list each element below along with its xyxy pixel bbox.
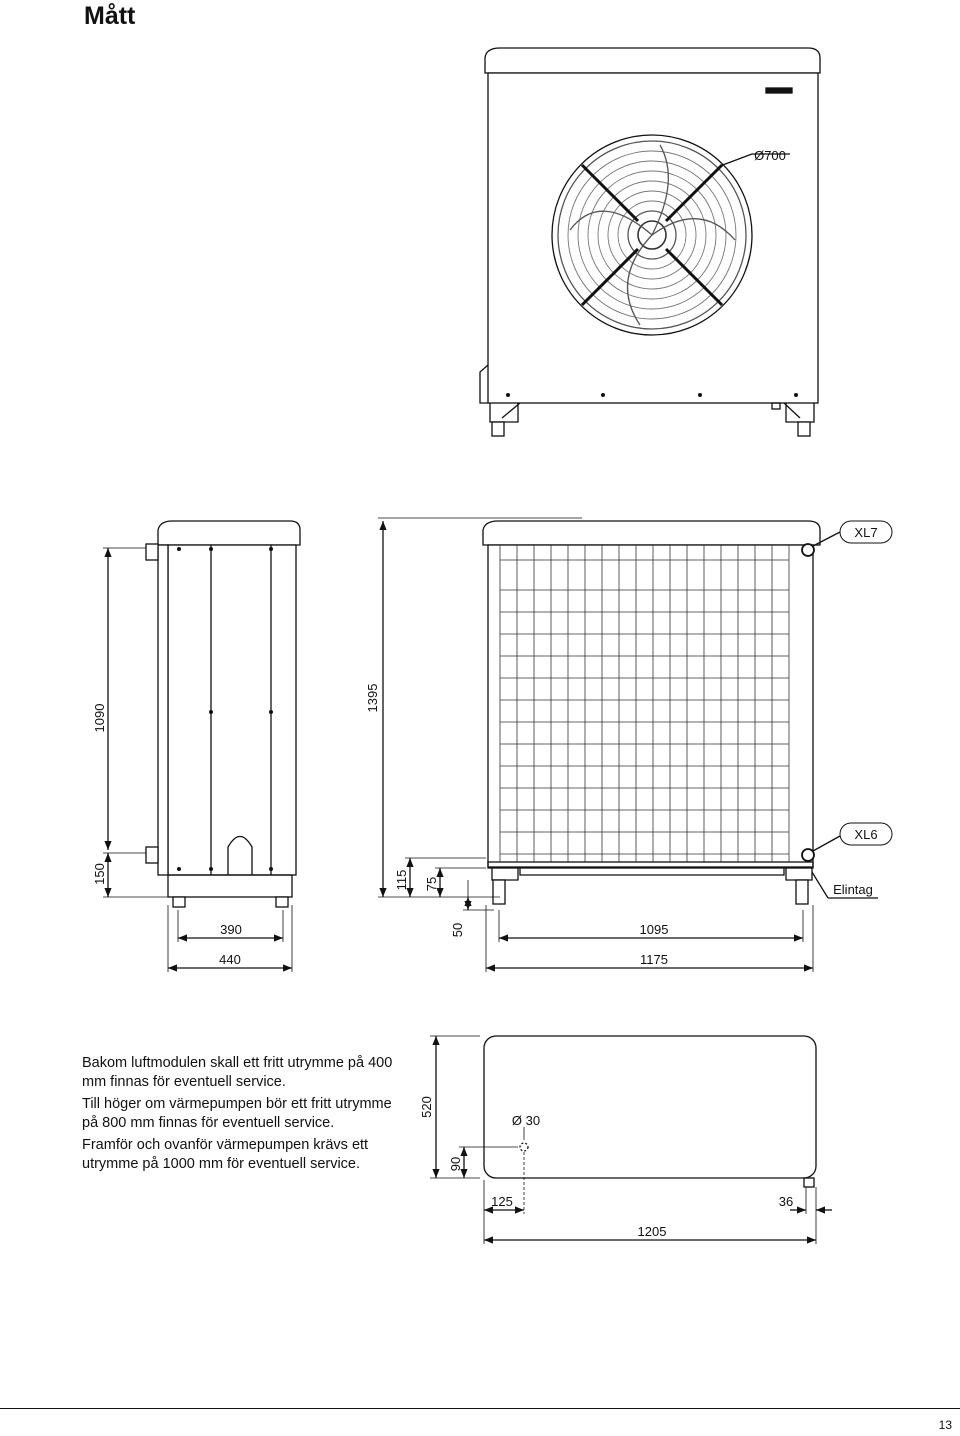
- rear-clearance-label: 75: [424, 876, 439, 892]
- side-top-cover: [158, 521, 300, 545]
- fan-diameter-label: Ø700: [754, 148, 786, 163]
- rear-cabinet: [488, 545, 813, 867]
- side-view: [103, 521, 300, 972]
- top-drain-edge-label: 125: [491, 1194, 513, 1209]
- top-connection-edge-label: 36: [778, 1194, 794, 1209]
- note-right-space: Till höger om värmepumpen bör ett fritt utrymme på 800 mm finnas för eventuell service.: [82, 1096, 392, 1131]
- rear-total-height-label: 1395: [365, 683, 380, 713]
- top-width-label: 1205: [637, 1224, 667, 1239]
- rear-width-label: 1175: [640, 952, 668, 967]
- callout-xl7: [840, 521, 892, 543]
- rear-top-cover: [483, 521, 820, 545]
- xl7-label: XL7: [854, 525, 878, 540]
- side-pipe-bottom: [146, 847, 158, 863]
- top-outline: [484, 1036, 816, 1178]
- elintag-label: Elintag: [833, 882, 873, 897]
- front-side-cutout: [480, 365, 488, 403]
- brand-label: [766, 88, 792, 93]
- side-depth-label: 440: [219, 952, 241, 967]
- footer-rule: [0, 1408, 960, 1409]
- side-foot-left: [173, 897, 185, 907]
- xl7-connection: [802, 544, 814, 556]
- page-title: Mått: [84, 2, 136, 30]
- front-foot-left: [492, 422, 504, 436]
- rear-foot-label: 50: [450, 922, 465, 938]
- side-height-label: 1090: [92, 703, 107, 733]
- front-view: [480, 48, 820, 436]
- side-cabinet: [168, 545, 296, 875]
- side-foot-spacing-label: 390: [220, 922, 242, 937]
- drain-diameter-label: Ø 30: [511, 1113, 541, 1128]
- service-space-notes: [82, 1054, 402, 1177]
- rear-foot-right: [796, 880, 808, 904]
- side-foot-right: [276, 897, 288, 907]
- xl6-connection: [802, 849, 814, 861]
- callout-xl6: [840, 823, 892, 845]
- note-rear-space: Bakom luftmodulen skall ett fritt utrymme på 400 mm finnas för eventuell service.: [82, 1055, 393, 1090]
- side-pipe-top: [146, 544, 158, 560]
- side-bottom-connection-label: 150: [92, 863, 107, 885]
- page-number: 13: [938, 1418, 952, 1432]
- rear-foot-left: [493, 880, 505, 904]
- top-drain-offset-label: 90: [448, 1156, 463, 1172]
- rear-base-label: 115: [394, 869, 409, 891]
- rear-foot-spacing-label: 1095: [639, 922, 669, 937]
- xl6-label: XL6: [854, 827, 878, 842]
- front-base: [490, 403, 814, 422]
- note-front-top-space: Framför och ovanför värmepumpen krävs ett utrymme på 1000 mm för eventuell service.: [82, 1137, 369, 1172]
- top-view: [430, 1036, 832, 1244]
- front-top-cover: [485, 48, 820, 73]
- rear-view: [378, 518, 878, 972]
- front-foot-right: [798, 422, 810, 436]
- top-depth-label: 520: [419, 1096, 434, 1118]
